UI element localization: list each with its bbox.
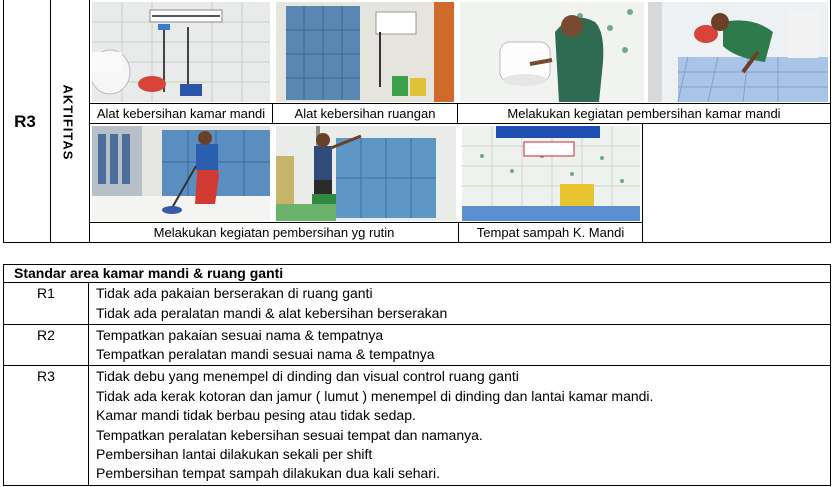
standard-code-r1: R1 xyxy=(37,285,55,301)
caption-room-tools: Alat kebersihan ruangan xyxy=(294,106,436,121)
standard-item: Tempatkan peralatan kebersihan sesuai tempat dan namanya. xyxy=(96,427,483,443)
toilet-cleaning-tools-photo xyxy=(92,2,270,102)
caption-toilet-tools: Alat kebersihan kamar mandi xyxy=(96,106,266,121)
standard-item: Tempatkan peralatan mandi sesuai nama & tempatnya xyxy=(96,346,435,362)
standard-code-r2: R2 xyxy=(37,327,55,343)
standard-item: Tidak ada peralatan mandi & alat kebersihan berserakan xyxy=(96,305,448,321)
standard-item: Tempatkan pakaian sesuai nama & tempatnya xyxy=(96,327,384,343)
mopping-photo xyxy=(92,126,270,221)
caption-trash-bin: Tempat sampah K. Mandi xyxy=(476,225,625,240)
standard-item: Pembersihan lantai dilakukan sekali per shift xyxy=(96,446,373,462)
standard-item: Tidak ada kerak kotoran dan jamur ( lumut ) menempel di dinding dan lantai kamar mandi. xyxy=(96,388,654,404)
standard-item: Pembersihan tempat sampah dilakukan dua kali sehari. xyxy=(96,465,440,481)
standard-item: Kamar mandi tidak berbau pesing atau tidak sedap. xyxy=(96,407,416,423)
caption-routine-cleaning: Melakukan kegiatan pembersihan yg rutin xyxy=(153,225,395,240)
trash-bin-photo xyxy=(462,126,640,221)
locker-wiping-photo xyxy=(276,126,456,221)
locker-room-cleaning-tools-photo xyxy=(276,2,454,102)
urinal-cleaning-photo xyxy=(460,2,644,102)
standard-title: Standar area kamar mandi & ruang ganti xyxy=(14,265,284,281)
row-code: R3 xyxy=(14,112,36,131)
standard-code-r3: R3 xyxy=(37,368,55,384)
section-label: AKTIFITAS xyxy=(60,84,76,161)
floor-scrubbing-photo xyxy=(648,2,828,102)
standard-item: Tidak ada pakaian berserakan di ruang ganti xyxy=(96,285,373,301)
standard-item: Tidak debu yang menempel di dinding dan visual control ruang ganti xyxy=(96,368,519,384)
caption-bathroom-cleaning: Melakukan kegiatan pembersihan kamar mandi xyxy=(507,106,781,121)
